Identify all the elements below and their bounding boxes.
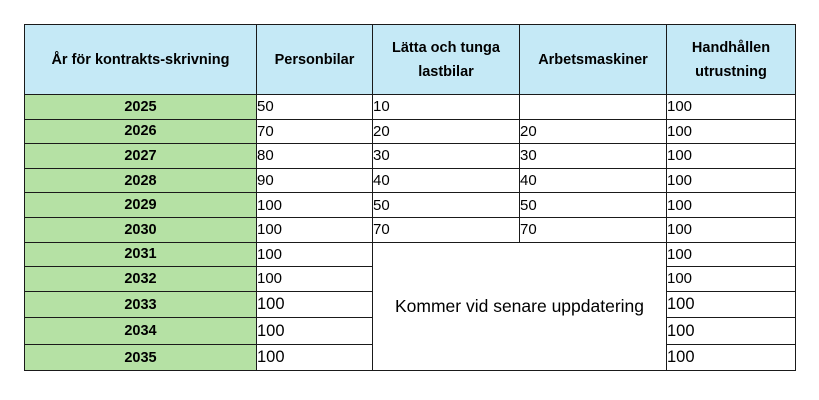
- personbilar-cell: 100: [257, 242, 373, 267]
- personbilar-cell: 100: [257, 267, 373, 292]
- pending-update-note: Kommer vid senare uppdatering: [373, 242, 667, 371]
- target-table: [24, 24, 796, 371]
- personbilar-cell: 100: [257, 318, 373, 345]
- arbetsmaskiner-cell: 50: [520, 193, 667, 218]
- table-row: [25, 168, 796, 193]
- personbilar-cell: 100: [257, 291, 373, 318]
- lastbilar-cell: 70: [373, 217, 520, 242]
- lastbilar-cell: 10: [373, 95, 520, 120]
- year-cell: 2027: [25, 144, 257, 169]
- handhallen-cell: 100: [667, 168, 796, 193]
- year-cell: 2028: [25, 168, 257, 193]
- table-row: [25, 193, 796, 218]
- handhallen-cell: 100: [667, 318, 796, 345]
- arbetsmaskiner-cell: 70: [520, 217, 667, 242]
- year-cell: 2035: [25, 344, 257, 371]
- personbilar-cell: 50: [257, 95, 373, 120]
- personbilar-cell: 100: [257, 193, 373, 218]
- personbilar-cell: 90: [257, 168, 373, 193]
- year-cell: 2031: [25, 242, 257, 267]
- header-arbetsmaskiner: Arbetsmaskiner: [520, 25, 667, 95]
- personbilar-cell: 80: [257, 144, 373, 169]
- handhallen-cell: 100: [667, 95, 796, 120]
- lastbilar-cell: 40: [373, 168, 520, 193]
- year-cell: 2026: [25, 119, 257, 144]
- table-row: [25, 217, 796, 242]
- table-row: [25, 95, 796, 120]
- handhallen-cell: 100: [667, 119, 796, 144]
- personbilar-cell: 70: [257, 119, 373, 144]
- handhallen-cell: 100: [667, 291, 796, 318]
- handhallen-cell: 100: [667, 193, 796, 218]
- arbetsmaskiner-cell: 40: [520, 168, 667, 193]
- table-row: [25, 242, 796, 267]
- year-cell: 2034: [25, 318, 257, 345]
- personbilar-cell: 100: [257, 217, 373, 242]
- header-lastbilar: Lätta och tunga lastbilar: [373, 25, 520, 95]
- year-cell: 2029: [25, 193, 257, 218]
- lastbilar-cell: 30: [373, 144, 520, 169]
- handhallen-cell: 100: [667, 344, 796, 371]
- arbetsmaskiner-cell: 20: [520, 119, 667, 144]
- lastbilar-cell: 50: [373, 193, 520, 218]
- year-cell: 2033: [25, 291, 257, 318]
- arbetsmaskiner-cell: [520, 95, 667, 120]
- lastbilar-cell: 20: [373, 119, 520, 144]
- handhallen-cell: 100: [667, 144, 796, 169]
- personbilar-cell: 100: [257, 344, 373, 371]
- handhallen-cell: 100: [667, 217, 796, 242]
- year-cell: 2032: [25, 267, 257, 292]
- header-handhallen: Handhållen utrustning: [667, 25, 796, 95]
- handhallen-cell: 100: [667, 267, 796, 292]
- year-cell: 2030: [25, 217, 257, 242]
- arbetsmaskiner-cell: 30: [520, 144, 667, 169]
- handhallen-cell: 100: [667, 242, 796, 267]
- table-row: [25, 119, 796, 144]
- header-row: [25, 25, 796, 95]
- table-row: [25, 144, 796, 169]
- header-year: År för kontrakts-skrivning: [25, 25, 257, 95]
- year-cell: 2025: [25, 95, 257, 120]
- header-personbilar: Personbilar: [257, 25, 373, 95]
